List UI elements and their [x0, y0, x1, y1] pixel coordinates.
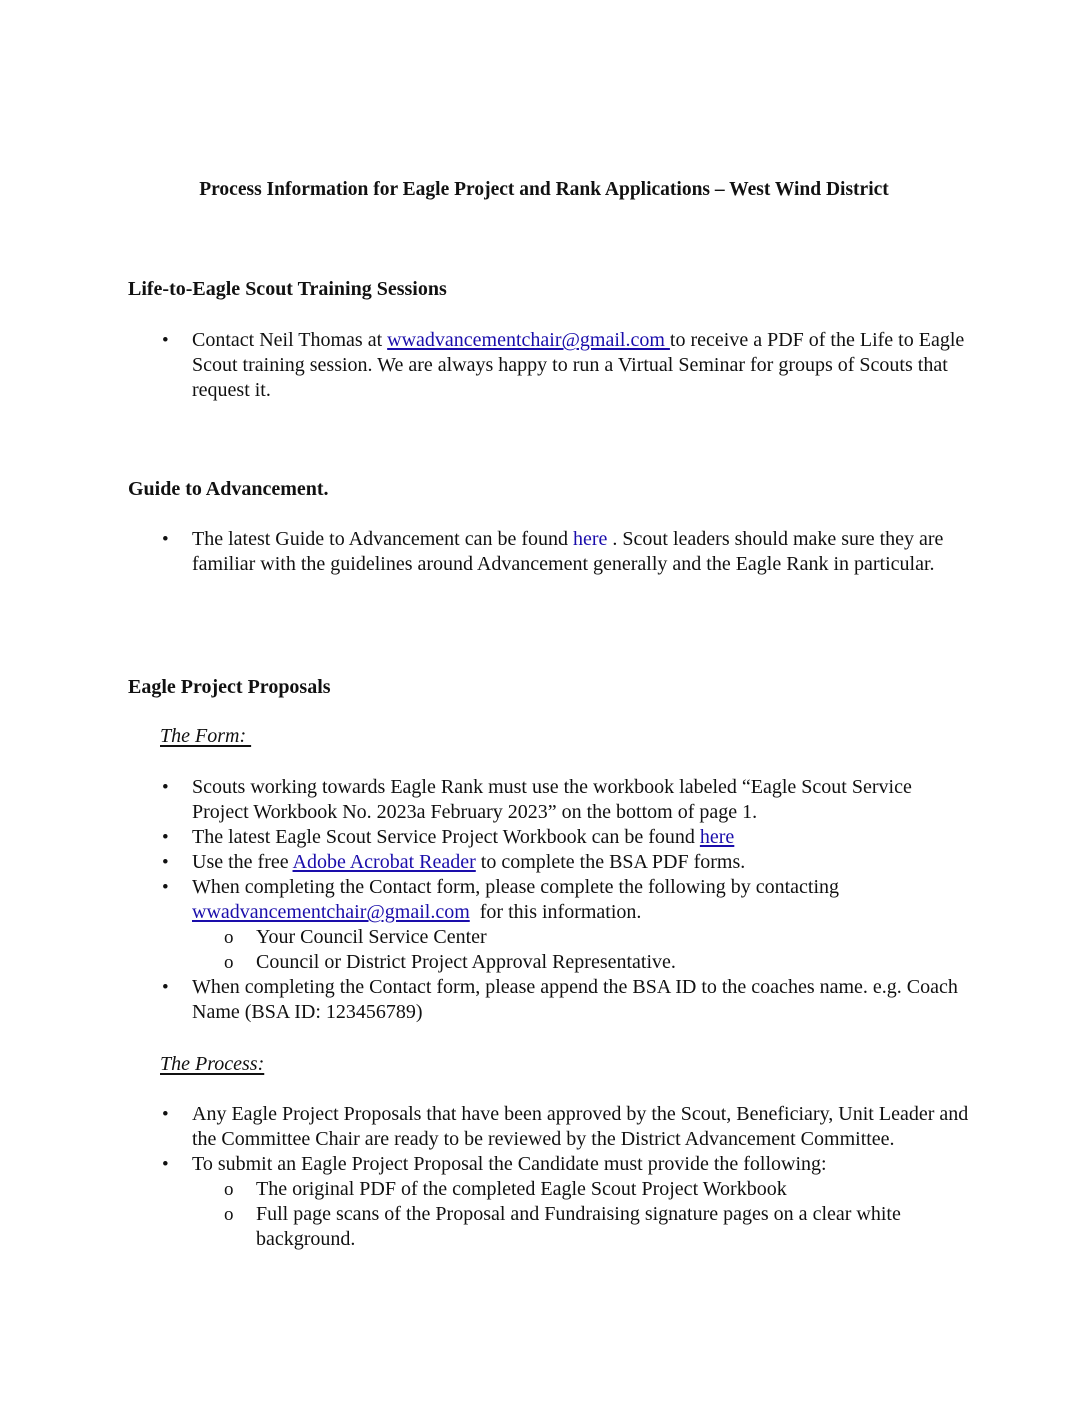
guide-here-link[interactable]: here — [573, 528, 608, 550]
sublist-item: o Your Council Service Center — [224, 925, 970, 950]
heading-eagle-project-proposals: Eagle Project Proposals — [128, 676, 331, 698]
list-item: • When completing the Contact form, please append the BSA ID to the coaches name. e.g. Coach Name (BSA ID: 123456789) — [160, 975, 970, 1025]
subheading-the-process: The Process: — [160, 1053, 265, 1075]
submission-sublist — [224, 1177, 970, 1252]
training-bullet-list — [160, 328, 970, 403]
sublist-item: o Council or District Project Approval Representative. — [224, 950, 970, 975]
guide-bullet-list — [160, 527, 970, 577]
sublist-item: o The original PDF of the completed Eagle Scout Project Workbook — [224, 1177, 970, 1202]
list-item: • When completing the Contact form, please complete the following by contacting wwadvancementchair@gmail.com for this information. o Your Council Service Center o Council or District Project Approval Representative. — [160, 875, 970, 975]
list-item: • Use the free Adobe Acrobat Reader to complete the BSA PDF forms. — [160, 850, 970, 875]
list-item: • Scouts working towards Eagle Rank must use the workbook labeled “Eagle Scout Service Project Workbook No. 2023a February 2023” on the bottom of page 1. — [160, 775, 970, 825]
process-bullet-list — [160, 1102, 970, 1252]
contact-sublist — [224, 925, 970, 975]
email-link[interactable]: wwadvancementchair@gmail.com — [387, 329, 670, 351]
subheading-the-form: The Form: — [160, 725, 252, 747]
sublist-item: o Full page scans of the Proposal and Fundraising signature pages on a clear white background. — [224, 1202, 970, 1252]
heading-guide-to-advancement: Guide to Advancement. — [128, 478, 329, 500]
list-item: • Contact Neil Thomas at wwadvancementchair@gmail.com to receive a PDF of the Life to Eagle Scout training session. We are always happy to run a Virtual Seminar for groups of Scouts that request it. — [160, 328, 970, 403]
list-item: • The latest Guide to Advancement can be found here . Scout leaders should make sure they are familiar with the guidelines around Advancement generally and the Eagle Rank in particular. — [160, 527, 970, 577]
workbook-here-link[interactable]: here — [699, 826, 735, 848]
list-item: • To submit an Eagle Project Proposal the Candidate must provide the following: o The original PDF of the completed Eagle Scout Project Workbook o Full page scans of the Proposal and Fundraising signature pages on a clear white background. — [160, 1152, 970, 1252]
adobe-reader-link[interactable]: Adobe Acrobat Reader — [292, 851, 476, 873]
list-item: • The latest Eagle Scout Service Project Workbook can be found here — [160, 825, 970, 850]
form-bullet-list — [160, 775, 970, 1025]
heading-training-sessions: Life-to-Eagle Scout Training Sessions — [128, 278, 447, 300]
email-link[interactable]: wwadvancementchair@gmail.com — [192, 901, 470, 923]
list-item: • Any Eagle Project Proposals that have been approved by the Scout, Beneficiary, Unit Leader and the Committee Chair are ready to be reviewed by the District Advancement Committee. — [160, 1102, 970, 1152]
page-title: Process Information for Eagle Project and Rank Applications – West Wind District — [199, 179, 889, 200]
